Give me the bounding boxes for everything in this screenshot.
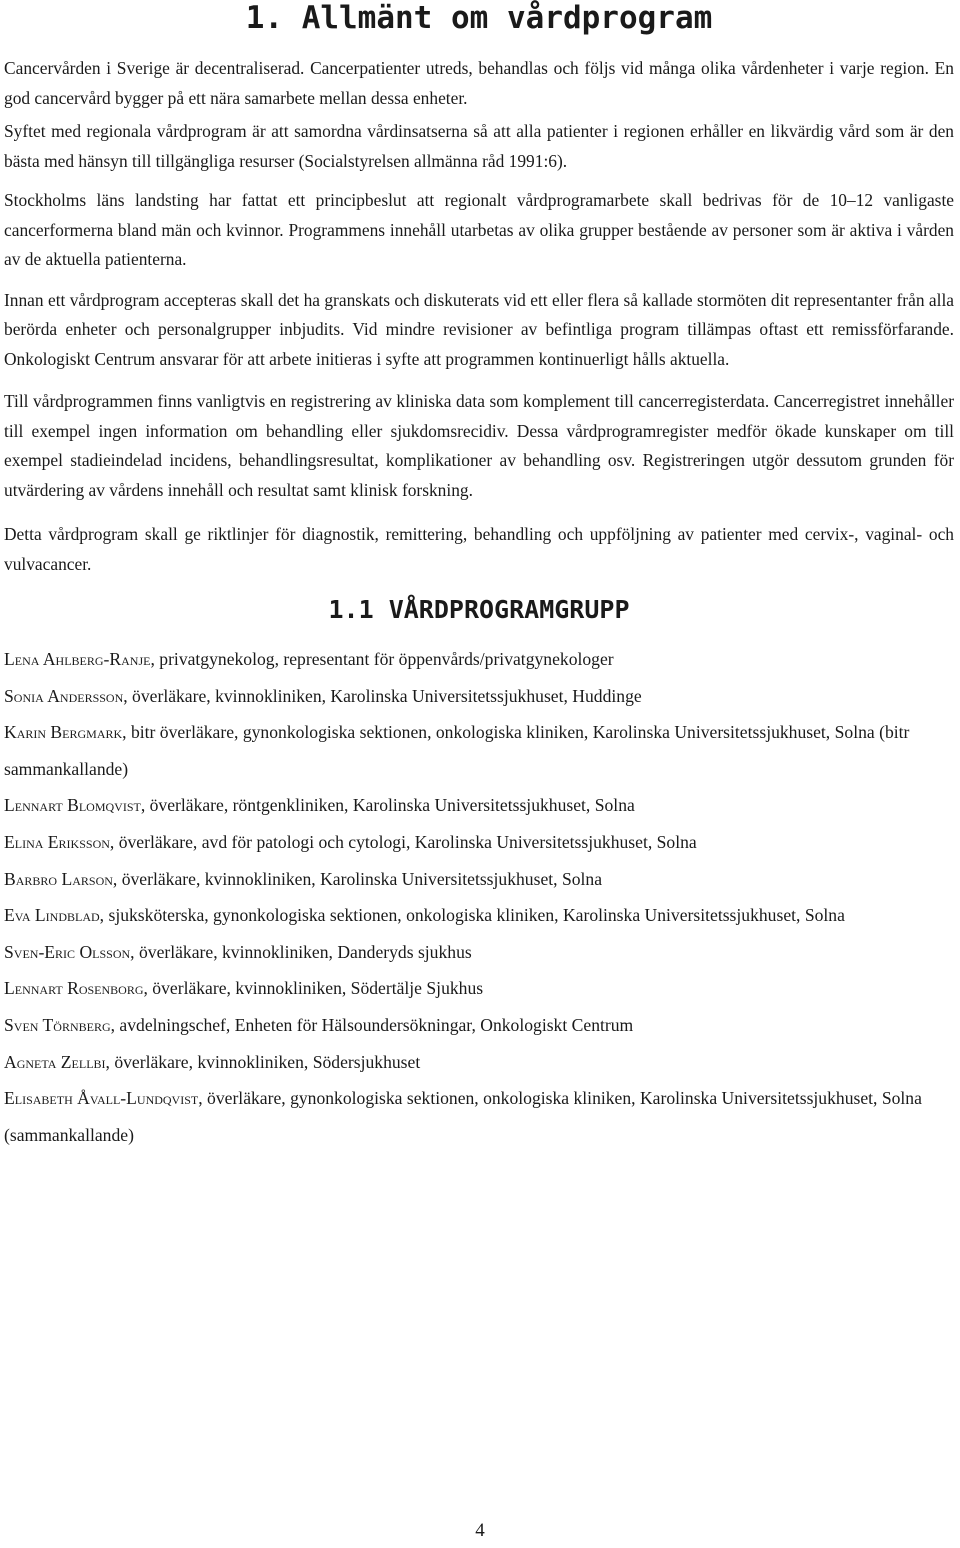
paragraph-1: Cancervården i Sverige är decentraliserad. Cancerpatienter utreds, behandlas och följs vid många olika vårdenheter i varje region. En god cancervård bygger på ett nära samarbete mellan dessa enheter. [4,58,954,108]
member-name: Elina Eriksson, [4,831,115,852]
list-item [4,1007,954,1044]
member-role: överläkare, kvinnokliniken, Karolinska Universitetssjukhuset, Huddinge [127,685,642,706]
list-item [4,861,954,898]
member-name: Elisabeth Åvall-Lundqvist, [4,1088,203,1109]
member-name: Eva Lindblad, [4,905,105,926]
member-name: Sonia Andersson, [4,685,128,706]
member-name: Sven Törnberg, [4,1014,116,1035]
page-number: 4 [475,1520,485,1541]
paragraph-5: Till vårdprogrammen finns vanligtvis en registrering av kliniska data som komplement till cancerregisterdata. Cancerregistret innehåller till exempel ingen information om behandling eller sjukdomsrecidiv. Dessa vårdprogramregister medför ökade kunskaper om till exempel stadieindelad incidens, behandlingsresultat, komplikationer av behandling osv. Registreringen utgör dessutom grunden för utvärdering av vårdens innehåll och resultat samt klinisk forskning. [4,391,954,500]
list-item [4,970,954,1007]
paragraph-2: Syftet med regionala vårdprogram är att samordna vårdinsatserna så att alla patienter i regionen erhåller en likvärdig vård som är den bästa med hänsyn till tillgängliga resurser (Socialstyrelsen allmänna råd 1991:6). [4,121,954,171]
member-role: överläkare, kvinnokliniken, Södertälje Sjukhus [147,978,484,999]
member-role: sjuksköterska, gynonkologiska sektionen, onkologiska kliniken, Karolinska Universitetssjukhuset, Solna [104,905,845,926]
member-role: överläkare, kvinnokliniken, Danderyds sjukhus [134,941,472,962]
list-item [4,714,954,787]
section-heading: 1.1 VÅRDPROGRAMGRUPP [328,595,630,624]
list-item [4,897,954,934]
paragraph-4: Innan ett vårdprogram accepteras skall det ha granskats och diskuterats vid ett eller flera så kallade stormöten dit representanter från alla berörda enheter och personalgrupper inbjudits. Vid mindre revisioner av befintliga program tillämpas oftast ett remissförfarande. Onkologiskt Centrum ansvarar för att arbete initieras i syfte att programmen kontinuerligt hålls aktuella. [4,289,954,369]
member-name: Barbro Larson, [4,868,118,889]
member-name: Karin Bergmark, [4,722,127,743]
member-list [4,641,954,1153]
list-item [4,934,954,971]
list-item [4,787,954,824]
list-item [4,824,954,861]
member-name: Sven-Eric Olsson, [4,941,135,962]
member-role: avdelningschef, Enheten för Hälsoundersökningar, Onkologiskt Centrum [115,1014,634,1035]
member-role: överläkare, kvinnokliniken, Södersjukhuset [109,1051,421,1072]
list-item [4,678,954,715]
member-role: privatgynekolog, representant för öppenvårds/privatgynekologer [154,649,614,669]
member-name: Lennart Rosenborg, [4,978,148,999]
list-item [4,1044,954,1081]
member-role: bitr överläkare, gynonkologiska sektionen, onkologiska kliniken, Karolinska Universitetssjukhuset, Solna (bitr sammankallande) [4,722,910,779]
list-item [4,1080,954,1153]
member-role: överläkare, kvinnokliniken, Karolinska Universitetssjukhuset, Solna [117,868,603,889]
member-role: överläkare, röntgenkliniken, Karolinska Universitetssjukhuset, Solna [145,795,635,816]
member-name: Agneta Zellbi, [4,1051,110,1072]
paragraph-3: Stockholms läns landsting har fattat ett principbeslut att regionalt vårdprogramarbete skall bedrivas för de 10–12 vanligaste cancerformerna bland män och kvinnor. Programmens innehåll utarbetas av olika grupper bestående av personer som är aktiva i vården av de aktuella patienterna. [4,190,954,269]
member-role: överläkare, gynonkologiska sektionen, onkologiska kliniken, Karolinska Universitetssjukhuset, Solna (sammankallande) [4,1088,922,1145]
member-name: Lena Ahlberg-Ranje, [4,649,155,669]
list-item [4,641,954,678]
member-role: överläkare, avd för patologi och cytologi, Karolinska Universitetssjukhuset, Solna [114,831,697,852]
member-name: Lennart Blomqvist, [4,795,146,816]
chapter-heading: 1. Allmänt om vårdprogram [245,0,713,36]
paragraph-6: Detta vårdprogram skall ge riktlinjer för diagnostik, remittering, behandling och uppföljning av patienter med cervix-, vaginal- och vulvacancer. [4,524,954,574]
